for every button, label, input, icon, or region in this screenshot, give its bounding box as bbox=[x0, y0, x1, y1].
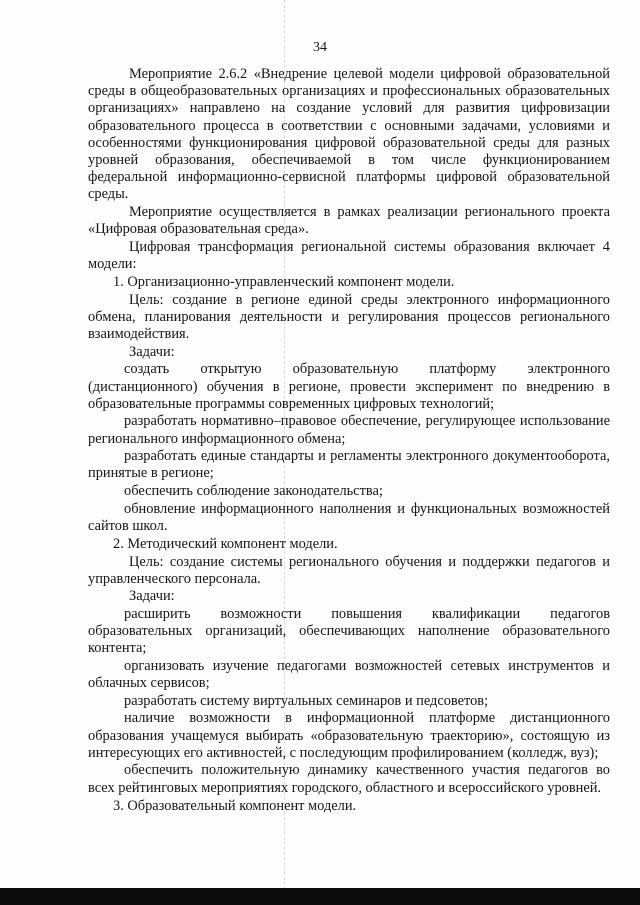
task-item: расширить возможности повышения квалификации педагогов образовательных организаций, обеспечивающих наполнение образовательного контента; bbox=[88, 605, 610, 657]
section-heading-1: 1. Организационно-управленческий компонент модели. bbox=[113, 274, 455, 291]
paragraph-intro: Мероприятие 2.6.2 «Внедрение целевой модели цифровой образовательной среды в общеобразовательных организациях и профессиональных образовательных организациях» направлено на создание условий для развития цифровизации образовательного процесса в соответствии с основными задачами, условиями и особенностями функционирования цифровой образовательной среды для разных уровней образования, обеспечиваемой в том числе функционированием федеральной информационно-сервисной платформы цифровой образовательной среды. bbox=[88, 66, 610, 203]
task-item: разработать нормативно–правовое обеспечение, регулирующее использование регионального информационного обмена; bbox=[88, 413, 610, 447]
task-item: обеспечить соблюдение законодательства; bbox=[124, 483, 383, 499]
task-item: наличие возможности в информационной платформе дистанционного образования учащемуся выбирать «образовательную траекторию», состоящую из интересующих его активностей, с последующим профилированием (колледж, вуз); bbox=[88, 710, 610, 761]
task-item: организовать изучение педагогами возможностей сетевых инструментов и облачных сервисов; bbox=[88, 657, 610, 692]
paragraph-implementation: Мероприятие осуществляется в рамках реализации регионального проекта «Цифровая образовательная среда». bbox=[88, 204, 610, 238]
paragraph-tasks-label-2: Задачи: bbox=[129, 588, 175, 605]
section-heading-3: 3. Образовательный компонент модели. bbox=[113, 797, 357, 814]
task-item: разработать систему виртуальных семинаров и педсоветов; bbox=[124, 692, 489, 709]
paragraph-transformation: Цифровая трансформация региональной системы образования включает 4 модели: bbox=[88, 238, 610, 273]
scan-bottom-edge bbox=[0, 888, 640, 905]
paragraph-tasks-label-1: Задачи: bbox=[129, 343, 175, 360]
body-text bbox=[88, 66, 610, 815]
task-item: разработать единые стандарты и регламенты электронного документооборота, принятые в регионе; bbox=[88, 448, 610, 482]
paragraph-goal-2: Цель: создание системы регионального обучения и поддержки педагогов и управленческого персонала. bbox=[88, 553, 610, 587]
task-item: обеспечить положительную динамику качественного участия педагогов во всех рейтинговых мероприятиях городского, областного и всероссийского уровней. bbox=[88, 762, 610, 796]
task-item: обновление информационного наполнения и функциональных возможностей сайтов школ. bbox=[88, 500, 610, 534]
section-heading-2: 2. Методический компонент модели. bbox=[113, 536, 338, 552]
page-number: 34 bbox=[313, 40, 327, 55]
task-item: создать открытую образовательную платформу электронного (дистанционного) обучения в регионе, провести эксперимент по внедрению в образовательные программы современных цифровых технологий; bbox=[88, 361, 610, 412]
paragraph-goal-1: Цель: создание в регионе единой среды электронного информационного обмена, планирования деятельности и регулирования процессов регионального взаимодействия. bbox=[88, 291, 610, 343]
